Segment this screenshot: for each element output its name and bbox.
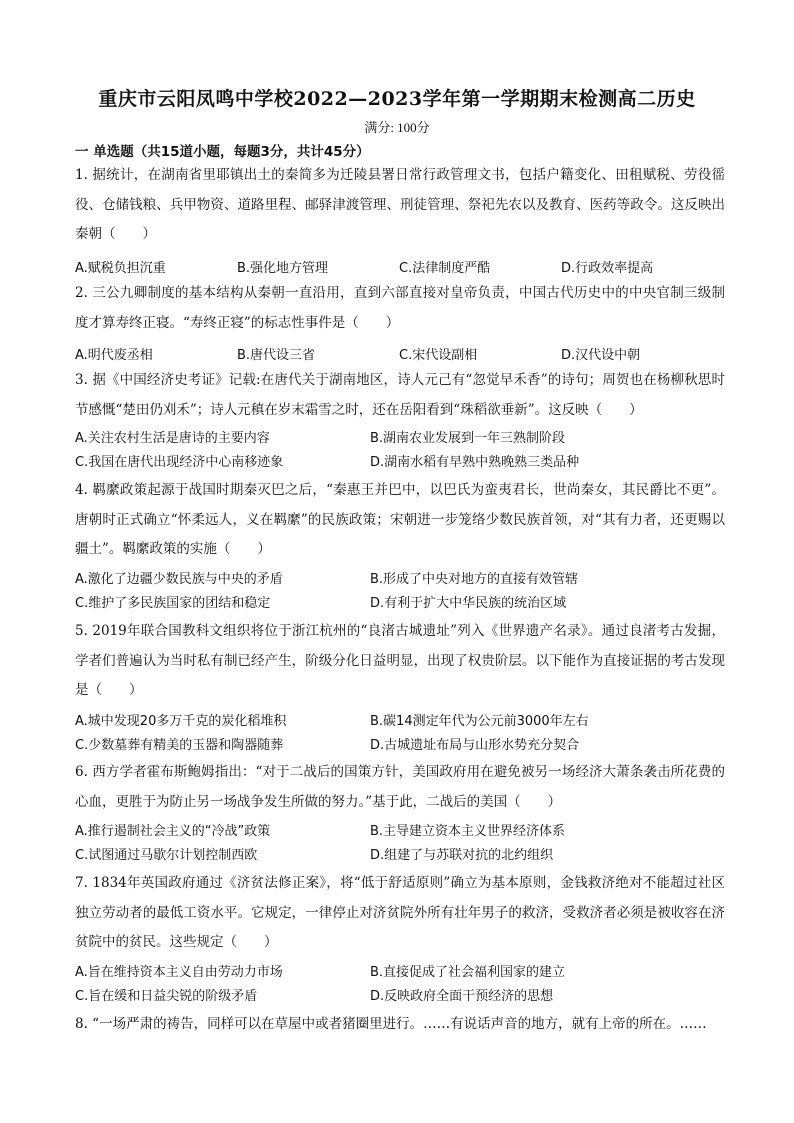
question-5-options xyxy=(75,710,725,758)
question-5-option-d: D.古城遗址布局与山形水势充分契合 xyxy=(370,738,580,753)
score-line: 满分: 100分 xyxy=(364,120,430,135)
question-5-option-a: A.城中发现20多万千克的炭化稻堆积 xyxy=(75,714,287,729)
question-5-option-b: B.碳14测定年代为公元前3000年左右 xyxy=(370,714,589,729)
question-7-stem: 7. 1834年英国政府通过《济贫法修正案》，将“低于舒适原则”确立为基本原则，金钱救济绝对不能超过社区独立劳动者的最低工资水平。它规定，一律停止对济贫院外所有壮年男子的救济，受救济者必须是被收容在济贫院中的贫民。这些规定（ ） xyxy=(75,875,725,950)
question-2-option-b: B.唐代设三省 xyxy=(237,348,316,363)
question-8-stem: 8. “一场严肃的祷告，同样可以在草屋中或者猪圈里进行。……有说话声音的地方，就有上帝的所在。…… xyxy=(75,1016,707,1032)
question-1-options xyxy=(75,257,725,276)
question-6-option-d: D.组建了与苏联对抗的北约组织 xyxy=(370,848,554,863)
question-1-option-a: A.赋税负担沉重 xyxy=(75,261,166,276)
question-1-option-c: C.法律制度严酷 xyxy=(399,261,491,276)
question-3-options xyxy=(75,427,725,475)
question-2-option-a: A.明代废丞相 xyxy=(75,348,153,363)
question-7-option-c: C.旨在缓和日益尖锐的阶级矛盾 xyxy=(75,989,258,1004)
question-5-stem: 5. 2019年联合国教科文组织将位于浙江杭州的“良渚古城遗址”列入《世界遗产名录》。通过良渚考古发掘，学者们普遍认为当时私有制已经产生，阶级分化日益明显，出现了权贵阶层。以下能作为直接证据的考古发现是（ ） xyxy=(75,623,725,698)
question-2-option-d: D.汉代设中朝 xyxy=(561,348,641,363)
section-heading: 一 单选题（共15道小题，每题3分，共计45分） xyxy=(75,144,370,160)
question-4-option-a: A.激化了边疆少数民族与中央的矛盾 xyxy=(75,572,283,587)
question-1-option-b: B.强化地方管理 xyxy=(237,261,329,276)
question-7-option-b: B.直接促成了社会福利国家的建立 xyxy=(370,965,566,980)
question-3-option-a: A.关注农村生活是唐诗的主要内容 xyxy=(75,431,270,446)
question-3-option-c: C.我国在唐代出现经济中心南移迹象 xyxy=(75,455,284,470)
question-4-option-b: B.形成了中央对地方的直接有效管辖 xyxy=(370,572,579,587)
page-title: 重庆市云阳凤鸣中学校2022—2023学年第一学期期末检测高二历史 xyxy=(98,88,696,110)
question-4-options xyxy=(75,568,725,616)
question-3-stem: 3. 据《中国经济史考证》记载:在唐代关于湖南地区，诗人元己有“忽觉早禾香”的诗句；周贺也在杨柳秋思时节感慨“楚田仍刈禾”；诗人元稹在岁末霜雪之时，还在岳阳看到“珠稻欲垂新”。这反映（ ） xyxy=(75,372,725,418)
question-1-option-d: D.行政效率提高 xyxy=(561,261,654,276)
question-4-option-d: D.有利于扩大中华民族的统治区域 xyxy=(370,596,567,611)
question-7-option-a: A.旨在维持资本主义自由劳动力市场 xyxy=(75,965,283,980)
question-6-stem: 6. 西方学者霍布斯鲍姆指出：“对于二战后的国策方针，美国政府用在避免被另一场经济大萧条袭击所花费的心血，更胜于为防止另一场战争发生所做的努力。”基于此，二战后的美国（ ） xyxy=(75,764,725,810)
question-2-option-c: C.宋代设副相 xyxy=(399,348,478,363)
question-5-option-c: C.少数墓葬有精美的玉器和陶器随葬 xyxy=(75,738,284,753)
question-2-stem: 2. 三公九卿制度的基本结构从秦朝一直沿用，直到六部直接对皇帝负责，中国古代历史中的中央官制三级制度才算寿终正寝。“寿终正寝”的标志性事件是（ ） xyxy=(75,285,725,331)
question-7-option-d: D.反映政府全面干预经济的思想 xyxy=(370,989,554,1004)
question-2-options xyxy=(75,344,725,363)
question-6-option-a: A.推行遏制社会主义的“冷战”政策 xyxy=(75,824,271,839)
question-1-stem: 1. 据统计，在湖南省里耶镇出土的秦简多为迁陵县署日常行政管理文书，包括户籍变化、田租赋税、劳役徭役、仓储钱粮、兵甲物资、道路里程、邮驿津渡管理、刑徒管理、祭祀先农以及教育、医药等政令。这反映出秦朝（ ） xyxy=(75,167,725,242)
question-4-option-c: C.维护了多民族国家的团结和稳定 xyxy=(75,596,271,611)
question-6-options xyxy=(75,820,725,868)
question-4-stem: 4. 羁縻政策起源于战国时期秦灭巴之后，“秦惠王并巴中，以巴氏为蛮夷君长，世尚秦女，其民爵比不更”。唐朝时正式确立“怀柔远人，义在羁縻”的民族政策；宋朝进一步笼络少数民族首领，对“其有力者，还更赐以疆土”。羁縻政策的实施（ ） xyxy=(75,482,725,557)
question-7-options xyxy=(75,961,725,1009)
question-3-option-d: D.湖南水稻有早熟中熟晚熟三类品种 xyxy=(370,455,580,470)
question-3-option-b: B.湖南农业发展到一年三熟制阶段 xyxy=(370,431,566,446)
question-6-option-c: C.试图通过马歇尔计划控制西欧 xyxy=(75,848,258,863)
question-6-option-b: B.主导建立资本主义世界经济体系 xyxy=(370,824,566,839)
